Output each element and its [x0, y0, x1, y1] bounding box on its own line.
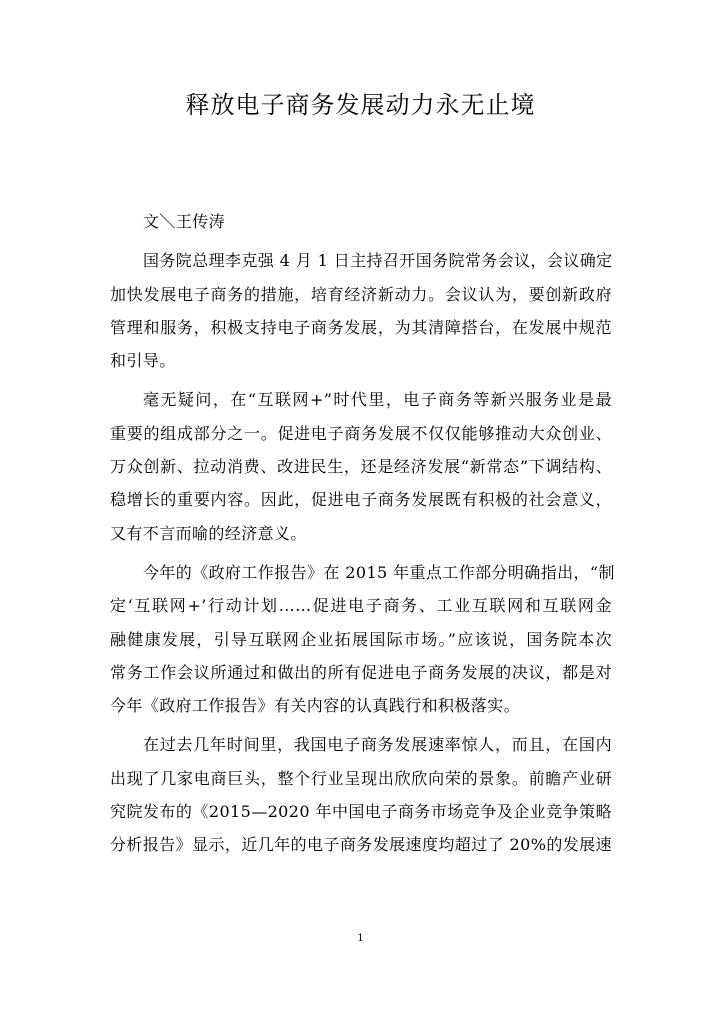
paragraph-2 [110, 383, 612, 549]
paragraph-line: 在过去几年时间里，我国电子商务发展速率惊人，而且，在国内 [143, 735, 612, 755]
byline: 文＼王传涛 [143, 212, 226, 231]
paragraph-line: 定‘互联网+’行动计划……促进电子商务、工业互联网和互联网金 [110, 596, 612, 616]
paragraph-line: 重要的组成部分之一。促进电子商务发展不仅仅能够推动大众创业、 [110, 423, 612, 443]
paragraph-line: 常务工作会议所通过和做出的所有促进电子商务发展的决议，都是对 [110, 662, 612, 682]
paragraph-line: 和引导。 [110, 351, 176, 371]
paragraph-1 [110, 244, 612, 377]
paragraph-line: 加快发展电子商务的措施，培育经济新动力。会议认为，要创新政府 [110, 284, 612, 304]
paragraph-3 [110, 556, 615, 722]
paragraph-line: 稳增长的重要内容。因此，促进电子商务发展既有积极的社会意义， [110, 490, 612, 510]
paragraph-line: 今年《政府工作报告》有关内容的认真践行和积极落实。 [110, 696, 521, 716]
paragraph-line: 毫无疑问，在“互联网+”时代里，电子商务等新兴服务业是最 [143, 390, 612, 410]
paragraph-line: 融健康发展，引导互联网企业拓展国际市场。”应该说，国务院本次 [110, 629, 612, 649]
paragraph-line: 国务院总理李克强 4 月 1 日主持召开国务院常务会议，会议确定 [143, 251, 613, 271]
article-title: 释放电子商务发展动力永无止境 [185, 91, 536, 119]
paragraph-line: 管理和服务，积极支持电子商务发展，为其清障搭台，在发展中规范 [110, 317, 612, 337]
paragraph-line: 又有不言而喻的经济意义。 [110, 523, 307, 543]
page-number: 1 [357, 933, 364, 944]
paragraph-4 [110, 728, 612, 861]
paragraph-line: 今年的《政府工作报告》在 2015 年重点工作部分明确指出，“制 [143, 562, 615, 582]
paragraph-line: 究院发布的《2015—2020 年中国电子商务市场竞争及企业竞争策略 [110, 802, 612, 822]
paragraph-line: 分析报告》显示，近几年的电子商务发展速度均超过了 20%的发展速 [110, 835, 612, 855]
article-body [110, 205, 615, 862]
paragraph-line: 万众创新、拉动消费、改进民生，还是经济发展“新常态”下调结构、 [110, 457, 612, 477]
paragraph-line: 出现了几家电商巨头，整个行业呈现出欣欣向荣的景象。前瞻产业研 [110, 768, 612, 788]
